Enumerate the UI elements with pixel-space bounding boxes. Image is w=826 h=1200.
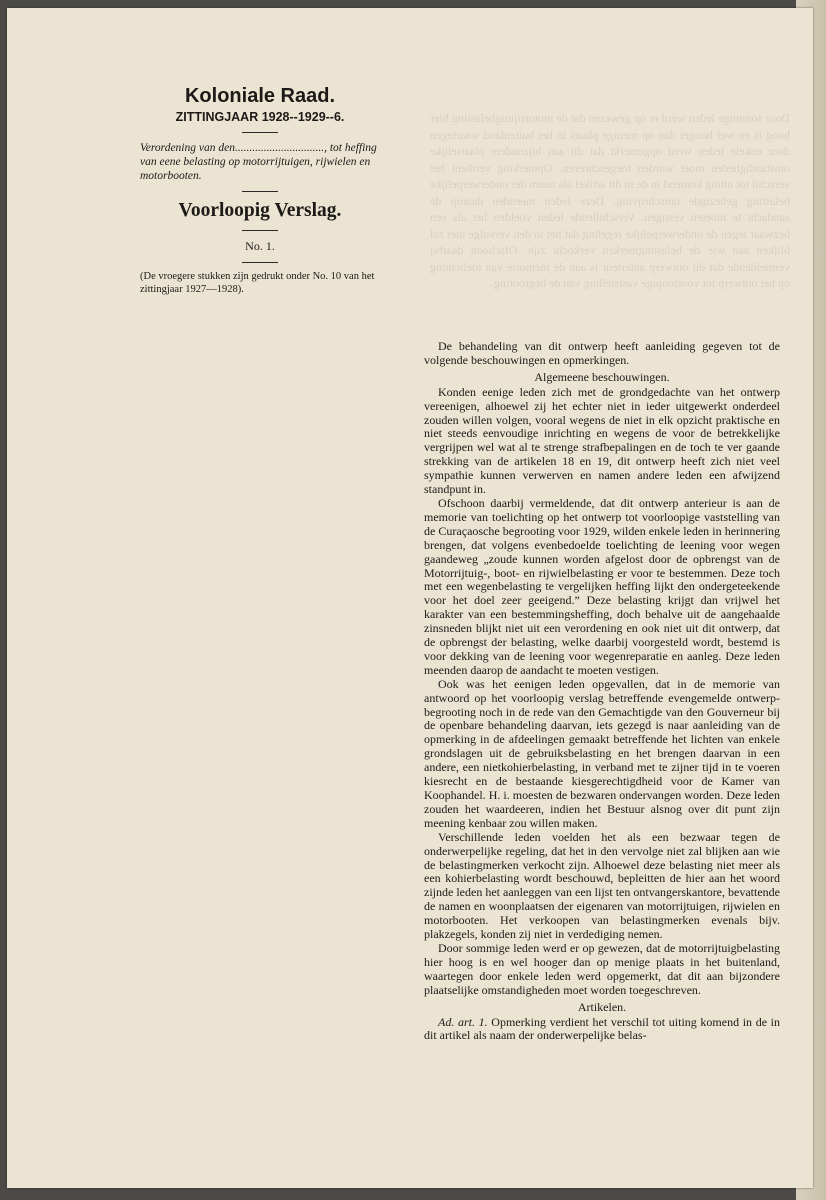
header-column <box>140 85 380 296</box>
body-paragraph: Ofschoon daarbij vermeldende, dat dit ontwerp anterieur is aan de memorie van toelichting op het ontwerp tot voorloopige vaststelling van de Curaçaosche begrooting voor 1929, wilden enkele leden in herinnering brengen, dat volgens evenbedoelde toelichting de leening voor wegen gaandeweg „zoude kunnen worden afgelost door de opbrengst van de Motorrijtuig-, boot- en rijwielbelasting er voor te bestemmen. Deze toch met een wegenbelasting te vergelijken heffing lijkt den ondergeteekende voor het doel zeer geeigend.” Deze belasting krijgt dan vrijwel het karakter van een bestemmingsheffing, doch behalve uit de aangehaalde zinsneden blijkt niet uit een verordening en ook niet uit dit ontwerp, dat de opbrengst der belasting, welke daarbij voorgesteld wordt, bestemd is voor dekking van de leening voor wegenreparatie en aanleg. Deze leden meenden daarop de aandacht te moeten vestigen. <box>424 495 780 677</box>
divider <box>242 132 278 133</box>
previous-documents-note: (De vroegere stukken zijn gedrukt onder No. 10 van het zittingjaar 1927—1928). <box>140 271 375 295</box>
ordinance-description: Verordening van den..............................., tot heffing van eene belasting op motorrijtuigen, rijwielen en motorbooten. <box>140 142 377 182</box>
bleed-through-text: Door sommige leden werd er op gewezen dat de motorrijtuigbelasting hier hoog is en wel hooger dan op menige plaats in het buitenland waartegen door enkele leden werd opgemerkt dat dit aan bijzondere plaatselijke omstandigheden moet worden toegeschreven. Opmerking verdient het verschil tot uiting komend in de in dit artikel als naam der onderwerpelijke belasting gebezigde omschrijving. Deze leden meenden daarop de aandacht te moeten vestigen. Verschillende leden voelden het als een bezwaar tegen de onderwerpelijke regeling dat het in den vervolge niet zal blijken aan wie de belastingmerken verkocht zijn. Ofschoon daarbij vermeldende dat dit ontwerp anterieur is aan de memorie van toelichting op het ontwerp tot voorloopige vaststelling van de begrooting. <box>430 111 790 290</box>
body-paragraph: Verschillende leden voelden het als een bezwaar tegen de onderwerpelijke regeling, dat het in den vervolge niet zal blijken aan wie de belastingmerken verkocht zijn. Alhoewel deze belasting niet meer als een kohierbelasting wordt beschouwd, bepleitten de hier aan het woord zijnde leden het aanleggen van een lijst ten ontvangerskantore, bevattende de namen en woonplaatsen der eigenaren van motorrijtuigen, rijwielen en motorbooten. Het verkoopen van belastingmerken evenals bijv. plakzegels, konden zij niet in verdediging nemen. <box>424 829 780 942</box>
article-label: Ad. art. 1. <box>438 1014 488 1029</box>
divider <box>242 230 278 231</box>
divider <box>242 191 278 192</box>
council-title: Koloniale Raad. <box>184 85 336 107</box>
general-heading: Algemeene beschouwingen. <box>534 369 670 384</box>
intro-paragraph: De behandeling van dit ontwerp heeft aanleiding gegeven tot de volgende beschouwingen en opmerkingen. <box>424 339 780 367</box>
report-title: Voorloopig Verslag. <box>178 200 342 221</box>
body-paragraph: Konden eenige leden zich met de grondgedachte van het ontwerp vereenigen, alhoewel zij het echter niet in ieder uitgewerkt onderdeel zouden willen volgen, vooral wegens de niet in elk opzicht praktische en niet steeds eenvoudige inrichting en wegens de voor de betrekkelijke vergrijpen wel wat al te strenge strafbepalingen en de toch te ver gaande strekking van de artikelen 18 en 19, dit ontwerp heeft zich niet veel sympathie kunnen verwerven en namen andere leden een afwijzend standpunt in. <box>424 384 780 497</box>
report-body <box>424 340 780 1043</box>
body-paragraph: Door sommige leden werd er op gewezen, dat de motorrijtuigbelasting hier hoog is en wel hooger dan op menige plaats in het buitenland, waartegen door enkele leden werd opgemerkt, dat dit aan bijzondere plaatselijke omstandigheden moet worden toegeschreven. <box>424 940 780 997</box>
session-year: ZITTINGJAAR 1928--1929--6. <box>175 110 345 124</box>
divider <box>242 262 278 263</box>
articles-heading: Artikelen. <box>577 999 627 1014</box>
article-paragraph <box>424 1016 780 1044</box>
body-paragraph: Ook was het eenigen leden opgevallen, dat in de memorie van antwoord op het voorloopig verslag betreffende evengemelde ontwerp-begrooting noch in de rede van den Gemachtigde van den Gouverneur bij de openbare behandeling daarvan, iets gezegd is naar aanleiding van de opmerking in de afdeelingen gemaakt betreffende het lichten van enkele grondslagen uit de gebruiksbelasting en het brengen daarvan in een andere, een nietkohierbelasting, in verband met te zijner tijd in te voeren kiesrecht en de bestaande kiesgerechtigdheid voor de Kamer van Koophandel. H. i. moesten de bezwaren ondervangen worden. Deze leden zouden het waardeeren, indien het Bestuur alsnog over dit punt zijn meening kenbaar zou willen maken. <box>424 676 780 830</box>
document-number: No. 1. <box>245 239 275 253</box>
article-text: Opmerking verdient het verschil tot uiting komend in de in dit artikel als naam der onderwerpelijke belas- <box>424 1014 781 1043</box>
